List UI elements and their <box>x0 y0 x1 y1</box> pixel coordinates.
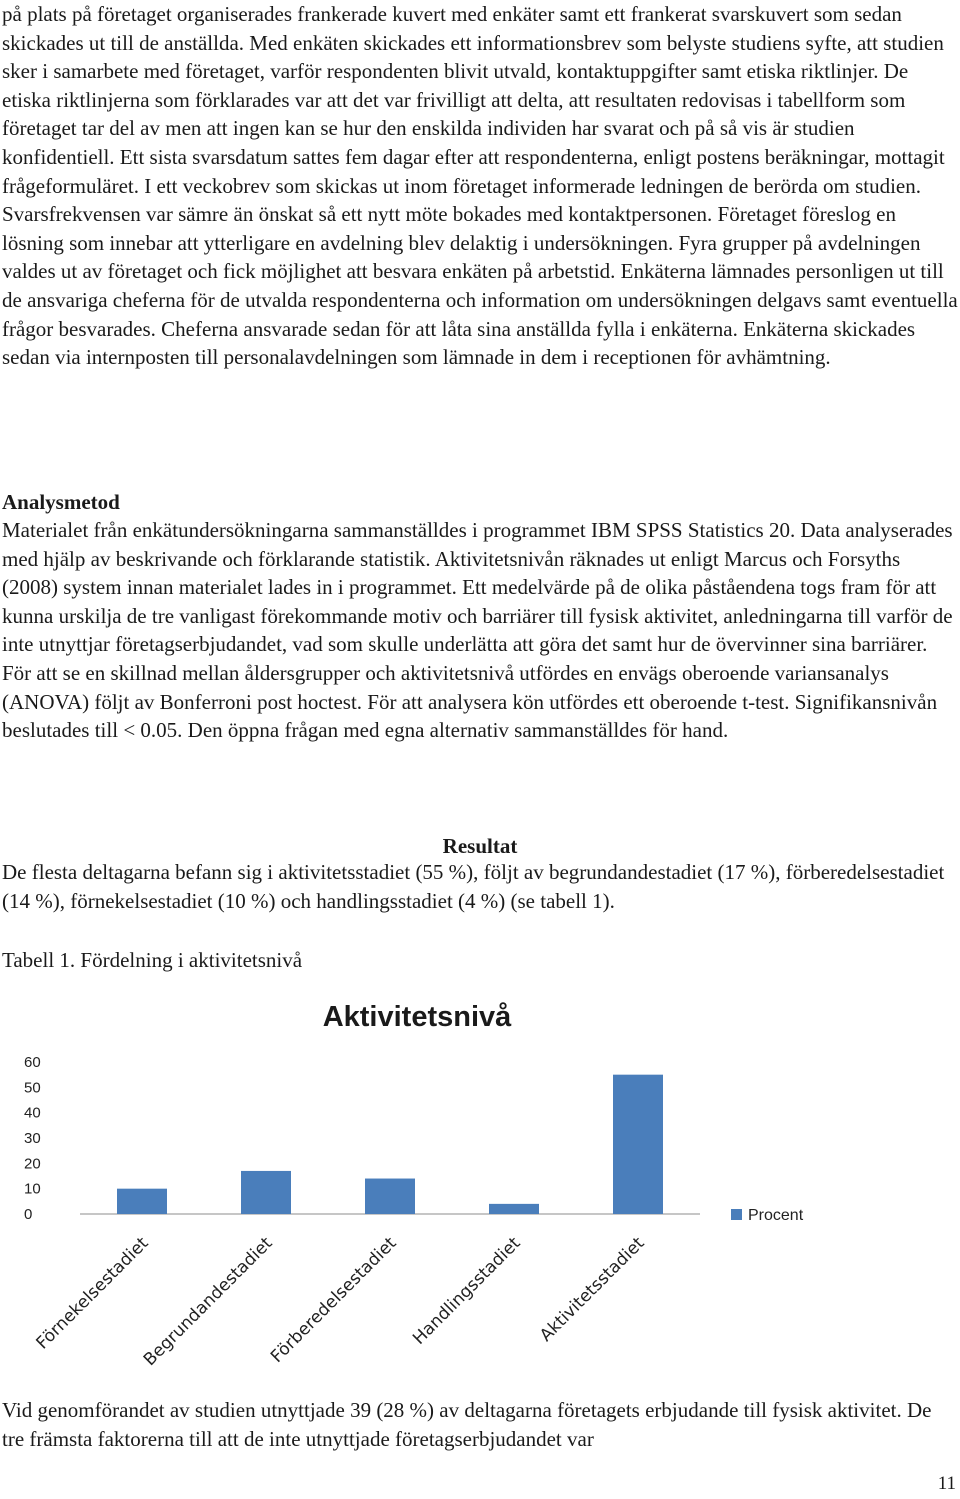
legend-label: Procent <box>748 1207 804 1224</box>
category-label: Förberedelsestadiet <box>267 1233 401 1367</box>
bar <box>117 1189 167 1214</box>
paragraph-continuation: Vid genomförandet av studien utnyttjade 39 (28 %) av deltagarna företagets erbjudande till fysisk aktivitet. De tre främsta faktorerna till att de inte utnyttjade företagserbjudandet var <box>2 1398 932 1451</box>
bar <box>489 1204 539 1214</box>
bar <box>365 1179 415 1214</box>
paragraph-results: De flesta deltagarna befann sig i aktivitetsstadiet (55 %), följt av begrundandestadiet (17 %), förberedelsestadiet (14 %), förnekelsestadiet (10 %) och handlingsstadiet (4 %) (se tabell 1). <box>2 860 945 913</box>
chart-title: Aktivitetsnivå <box>322 1001 512 1033</box>
category-label: Handlingsstadiet <box>409 1233 525 1349</box>
bars <box>117 1075 663 1214</box>
y-tick-label: 30 <box>24 1130 41 1147</box>
y-axis <box>24 1054 41 1223</box>
y-tick-label: 60 <box>24 1054 41 1071</box>
page-number: 11 <box>937 1473 956 1494</box>
y-tick-label: 20 <box>24 1155 41 1173</box>
bar <box>613 1075 663 1214</box>
y-tick-label: 40 <box>24 1104 41 1122</box>
category-label: Aktivitetsstadiet <box>536 1233 649 1346</box>
category-labels <box>32 1233 648 1370</box>
activity-level-chart <box>0 990 960 1390</box>
bar <box>241 1171 291 1214</box>
category-label: Begrundandestadiet <box>139 1233 277 1371</box>
y-tick-label: 50 <box>24 1079 41 1097</box>
y-tick-label: 10 <box>24 1180 41 1198</box>
legend-swatch <box>731 1209 742 1220</box>
heading-analysmetod: Analysmetod <box>2 490 120 514</box>
heading-resultat: Resultat <box>442 834 518 858</box>
paragraph-analysis: Materialet från enkätundersökningarna sammanställdes i programmet IBM SPSS Statistics 20. Data analyserades med hjälp av beskrivande och förklarande statistik. Aktivitetsnivån räknades ut enligt Marcus och Forsyths (2008) system innan materialet lades in i programmet. Ett medelvärde på de olika påståendena togs fram för att kunna urskilja de tre vanligast förekommande motiv och barriärer till fysisk aktivitet, anledningarna till varför de inte utnyttjar företagserbjudandet, vad som skulle underlätta att göra det samt hur de övervinner sina barriärer. För att se en skillnad mellan åldersgrupper och aktivitetsnivå utfördes en envägs oberoende variansanalys (ANOVA) följt av Bonferroni post hoctest. För att analysera kön utfördes ett oberoende t-test. Signifikansnivån beslutades till < 0.05. Den öppna frågan med egna alternativ sammanställdes för hand. <box>2 518 953 743</box>
legend <box>731 1207 804 1224</box>
y-tick-label: 0 <box>24 1206 33 1223</box>
table-caption: Tabell 1. Fördelning i aktivitetsnivå <box>2 948 303 972</box>
category-label: Förnekelsestadiet <box>32 1233 153 1354</box>
paragraph-procedure: på plats på företaget organiserades frankerade kuvert med enkäter samt ett frankerat svarskuvert som sedan skickades ut till de anställda. Med enkäten skickades ett informationsbrev som belyste studiens syfte, att studien sker i samarbete med företaget, varför respondenten blivit utvald, kontaktuppgifter samt etiska riktlinjer. De etiska riktlinjerna som förklarades var att det var frivilligt att delta, att resultaten redovisas i tabellform som företaget tar del av men att ingen kan se hur den enskilda individen har svarat och på så vis är studien konfidentiell. Ett sista svarsdatum sattes fem dagar efter att respondenterna, enligt postens beräkningar, mottagit frågeformuläret. I ett veckobrev som skickas ut inom företaget informerade ledningen de berörda om studien. Svarsfrekvensen var sämre än önskat så ett nytt möte bokades med kontaktpersonen. Företaget föreslog en lösning som innebar att ytterligare en avdelning blev delaktig i undersökningen. Fyra grupper på avdelningen valdes ut av företaget och fick möjlighet att besvara enkäten på arbetstid. Enkäterna lämnades personligen ut till de ansvariga cheferna för de utvalda respondenterna och information om undersökningen delgavs samt eventuella frågor besvarades. Cheferna ansvarade sedan för att låta sina anställda fylla i enkäterna. Enkäterna skickades sedan via internposten till personalavdelningen som lämnade in dem i receptionen för avhämtning. <box>2 2 958 370</box>
